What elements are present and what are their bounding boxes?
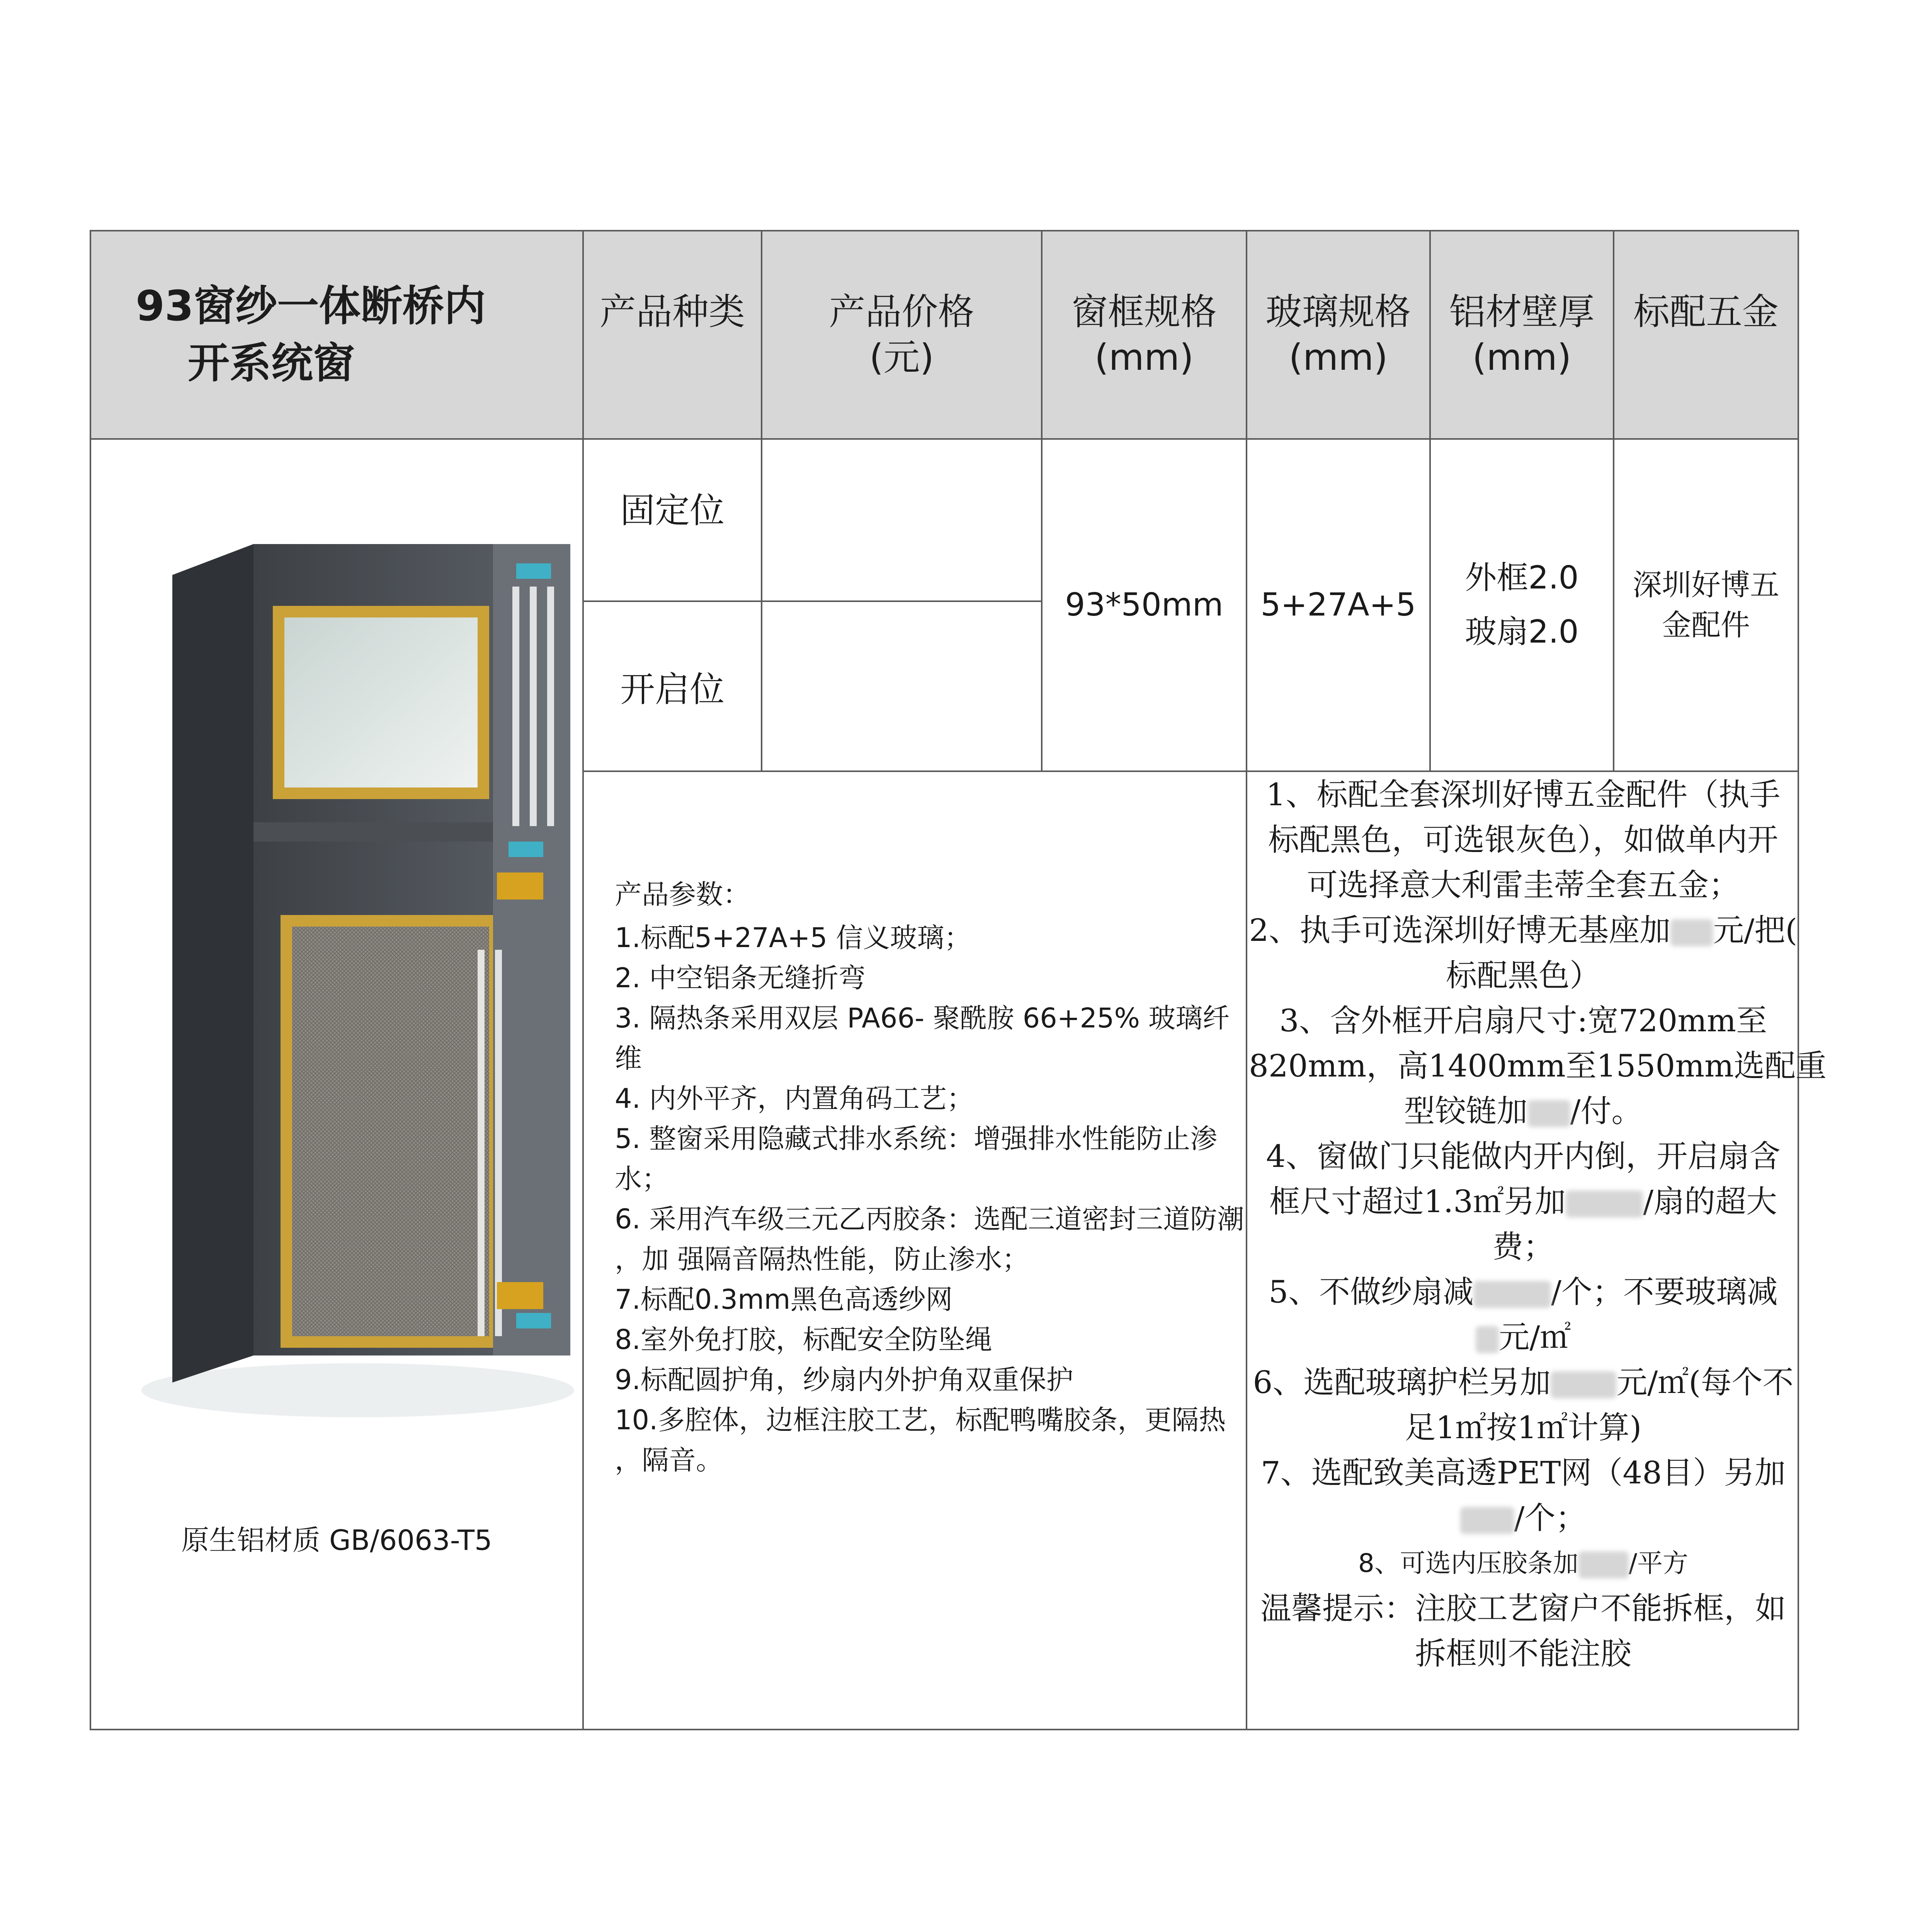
param-item: 5. 整窗采用隐藏式排水系统：增强排水性能防止渗水； xyxy=(615,1123,1218,1195)
cell-opening-label: 开启位 xyxy=(583,601,762,771)
header-price-unit: (元) xyxy=(869,336,934,379)
header-frame xyxy=(1042,231,1247,439)
header-frame-label: 窗框规格 xyxy=(1071,291,1217,333)
param-item: ，隔音。 xyxy=(615,1444,723,1476)
header-thickness-unit: (mm) xyxy=(1472,336,1571,379)
header-glass xyxy=(1247,231,1430,439)
note-line: 3、含外框开启扇尺寸:宽720mm至 xyxy=(1279,1003,1767,1039)
note-line: 7、选配致美高透PET网（48目）另加 xyxy=(1260,1455,1786,1491)
corner-key xyxy=(497,872,543,900)
spec-sheet xyxy=(90,230,1827,1729)
note-tip: 拆框则不能注胶 xyxy=(1415,1636,1631,1672)
redacted-price xyxy=(1460,1507,1514,1534)
param-item: 1.标配5+27A+5 信义玻璃； xyxy=(615,922,971,954)
note-line: 可选择意大利雷圭蒂全套五金； xyxy=(1307,867,1740,903)
cell-fixed-label: 固定位 xyxy=(583,439,762,601)
note-line: 6、选配玻璃护栏另加 元/㎡(每个不 xyxy=(1253,1364,1794,1400)
redacted-price xyxy=(1528,1100,1570,1127)
optional-colors-panel xyxy=(147,1924,989,1932)
header-frame-unit: (mm) xyxy=(1094,336,1194,379)
param-item: 8.室外免打胶，标配安全防坠绳 xyxy=(615,1324,992,1355)
param-item: 4. 内外平齐，内置角码工艺； xyxy=(615,1083,974,1114)
param-item: 6. 采用汽车级三元乙丙胶条：选配三道密封三道防潮 xyxy=(615,1203,1245,1235)
header-price-label: 产品价格 xyxy=(829,291,975,333)
header-thickness-label: 铝材壁厚 xyxy=(1449,291,1595,333)
glass-pane-1 xyxy=(512,587,519,826)
note-line: 2、执手可选深圳好博无基座加 元/把( xyxy=(1249,912,1798,948)
cell-glass-spec: 5+27A+5 xyxy=(1247,439,1430,771)
corner-key-bottom xyxy=(497,1282,543,1309)
upper-glass xyxy=(284,617,478,787)
param-item: 7.标配0.3mm黑色高透纱网 xyxy=(615,1284,953,1315)
redacted-price xyxy=(1474,1281,1551,1308)
note-line: 8、可选内压胶条加 /平方 xyxy=(1358,1548,1689,1578)
product-image-cell xyxy=(90,439,583,1730)
note-line: 1、标配全套深圳好博五金配件（执手 xyxy=(1266,777,1781,813)
header-glass-label: 玻璃规格 xyxy=(1265,291,1411,333)
glass-pane-5 xyxy=(495,950,502,1336)
material-caption: 原生铝材质 GB/6063-T5 xyxy=(181,1524,492,1556)
insect-screen xyxy=(292,927,489,1336)
cell-notes xyxy=(1247,771,1827,1730)
note-line: 足1㎡按1㎡计算) xyxy=(1405,1410,1642,1446)
param-item: 9.标配圆护角，纱扇内外护角双重保护 xyxy=(615,1364,1073,1396)
product-title xyxy=(90,231,583,439)
param-item: 3. 隔热条采用双层 PA66- 聚酰胺 66+25% 玻璃纤维 xyxy=(615,1002,1230,1074)
header-hardware xyxy=(1614,231,1798,439)
note-line: 5、不做纱扇减 /个；不要玻璃减 xyxy=(1269,1274,1778,1310)
hardware-line-1: 深圳好博五 xyxy=(1633,568,1779,602)
params-title: 产品参数： xyxy=(615,879,750,910)
note-line: 型铰链加 /付。 xyxy=(1404,1093,1643,1129)
thermal-break-top xyxy=(516,563,551,579)
header-hardware-label: 标配五金 xyxy=(1633,291,1779,333)
note-line: /个； xyxy=(1249,1495,1798,1541)
cell-frame-spec: 93*50mm xyxy=(1042,439,1247,771)
cell-opening-price xyxy=(762,601,1042,771)
cell-hardware xyxy=(1614,439,1798,771)
thermal-break-mid xyxy=(509,842,543,857)
param-item: 2. 中空铝条无缝折弯 xyxy=(615,962,866,994)
frame-side xyxy=(172,544,253,1383)
row-fixed xyxy=(90,439,1798,601)
redacted-price xyxy=(1476,1326,1499,1353)
title-line-1: 93窗纱一体断桥内 xyxy=(136,282,486,330)
window-profile-illustration xyxy=(91,440,582,1487)
header-thickness xyxy=(1430,231,1614,439)
header-category-label: 产品种类 xyxy=(599,291,745,333)
note-line: 标配黑色，可选银灰色），如做单内开 xyxy=(1268,822,1778,858)
table-header-row xyxy=(90,231,1798,439)
glass-pane-2 xyxy=(530,587,537,826)
hardware-line-2: 金配件 xyxy=(1662,608,1750,642)
cell-thickness xyxy=(1430,439,1614,771)
note-line: 费； xyxy=(1492,1229,1554,1265)
note-line: 4、窗做门只能做内开内倒，开启扇含 xyxy=(1266,1138,1781,1174)
thickness-sash: 玻扇2.0 xyxy=(1465,614,1579,650)
glass-pane-4 xyxy=(478,950,485,1336)
note-line: 元/㎡ xyxy=(1249,1315,1798,1360)
notes-list xyxy=(1247,772,1827,1676)
thickness-outer-frame: 外框2.0 xyxy=(1465,560,1579,596)
params-list xyxy=(584,772,1246,1480)
param-item: 10.多腔体，边框注胶工艺，标配鸭嘴胶条，更隔热 xyxy=(615,1404,1226,1436)
redacted-price xyxy=(1578,1551,1629,1578)
param-item: ，加 强隔音隔热性能，防止渗水； xyxy=(615,1243,1029,1275)
note-line: 标配黑色） xyxy=(1446,957,1600,993)
glass-pane-3 xyxy=(547,587,554,826)
cell-fixed-price xyxy=(762,439,1042,601)
header-glass-unit: (mm) xyxy=(1289,336,1388,379)
note-line: 框尺寸超过1.3㎡另加 /扇的超大 xyxy=(1269,1184,1777,1219)
header-price xyxy=(762,231,1042,439)
header-category xyxy=(583,231,762,439)
title-line-2: 开系统窗 xyxy=(188,339,355,388)
floor-shadow xyxy=(141,1363,574,1417)
spec-table xyxy=(90,230,1827,1730)
redacted-price xyxy=(1566,1190,1643,1218)
redacted-price xyxy=(1551,1371,1616,1398)
redacted-price xyxy=(1670,919,1713,946)
thermal-break-bottom xyxy=(516,1313,551,1328)
note-line: 820mm，高1400mm至1550mm选配重 xyxy=(1249,1048,1827,1084)
note-tip: 温馨提示：注胶工艺窗户不能拆框，如 xyxy=(1260,1590,1786,1626)
cell-product-params xyxy=(583,771,1247,1730)
